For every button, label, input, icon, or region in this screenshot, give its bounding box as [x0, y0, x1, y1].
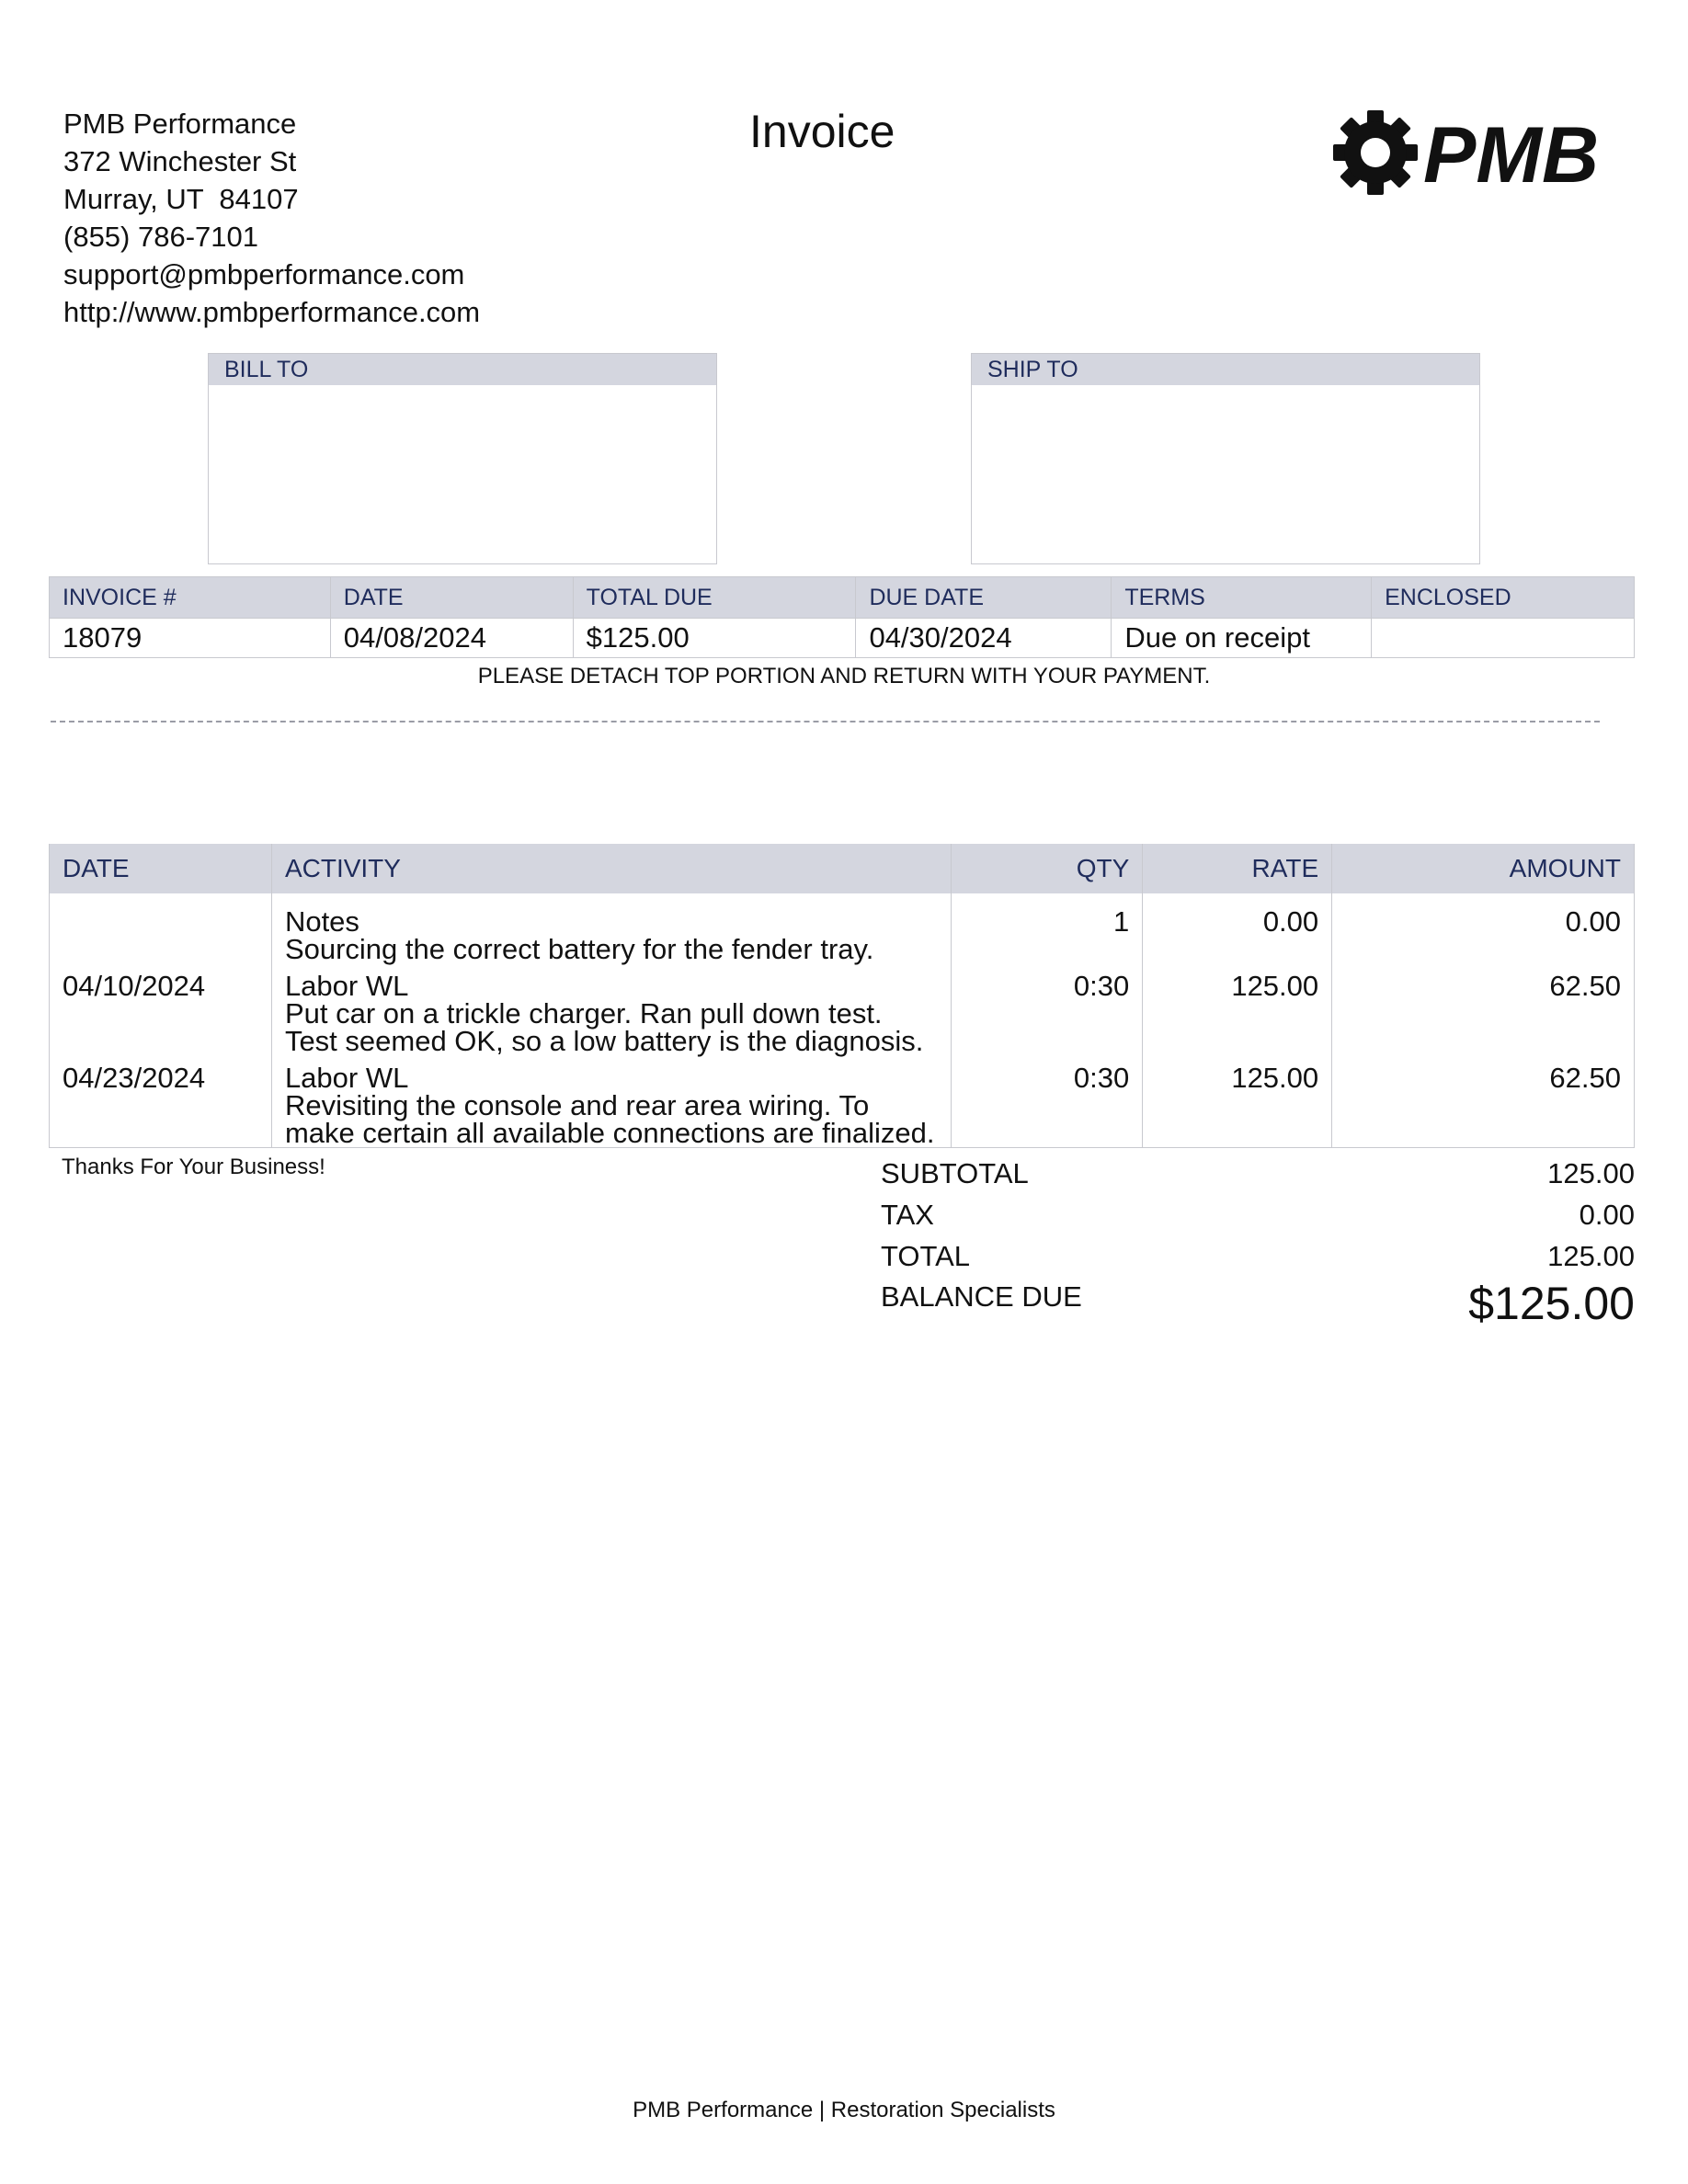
tax-value: 0.00: [1579, 1198, 1635, 1231]
item-title: Labor WL: [284, 970, 409, 1002]
item-qty: 0:30: [952, 1055, 1143, 1148]
subtotal-label: SUBTOTAL: [881, 1156, 1029, 1189]
totals-block: [881, 1153, 1635, 1332]
total-label: TOTAL: [881, 1239, 971, 1272]
due-date: 04/30/2024: [856, 619, 1112, 658]
line-items-table: [49, 844, 1635, 1148]
company-logo: [1333, 108, 1627, 200]
summary-value-row: [50, 619, 1635, 658]
summary-header: ENCLOSED: [1372, 577, 1635, 619]
items-header-date: DATE: [50, 844, 272, 893]
total-value: 125.00: [1547, 1239, 1635, 1272]
item-date: [50, 893, 272, 963]
item-description: Sourcing the correct battery for the fender tray.: [284, 933, 874, 965]
items-header-qty: QTY: [952, 844, 1143, 893]
item-date: 04/23/2024: [50, 1055, 272, 1148]
balance-due-value: $125.00: [1468, 1278, 1635, 1329]
total-row: [881, 1235, 1635, 1277]
item-title: Labor WL: [284, 1062, 409, 1094]
item-rate: 125.00: [1143, 1055, 1332, 1148]
invoice-number: 18079: [50, 619, 331, 658]
item-title: Notes: [284, 905, 359, 938]
items-header-amount: AMOUNT: [1332, 844, 1635, 893]
item-rate: 0.00: [1143, 893, 1332, 963]
item-qty: 0:30: [952, 963, 1143, 1055]
detach-divider: [51, 721, 1600, 722]
summary-header: INVOICE #: [50, 577, 331, 619]
summary-header: DUE DATE: [856, 577, 1112, 619]
company-phone: (855) 786-7101: [63, 221, 258, 253]
item-description: Revisiting the console and rear area wiring. To make certain all available connections are finalized.: [284, 1089, 935, 1149]
table-row: [50, 1055, 1635, 1148]
item-amount: 0.00: [1332, 893, 1635, 963]
ship-to-label: SHIP TO: [972, 354, 1479, 385]
items-header-rate: RATE: [1143, 844, 1332, 893]
item-activity: [271, 893, 951, 963]
company-website[interactable]: http://www.pmbperformance.com: [63, 296, 481, 328]
enclosed: [1372, 619, 1635, 658]
table-row: [50, 963, 1635, 1055]
table-row: [50, 893, 1635, 963]
items-header-activity: ACTIVITY: [271, 844, 951, 893]
page-footer: PMB Performance | Restoration Specialists: [633, 2098, 1055, 2122]
tax-row: [881, 1194, 1635, 1235]
company-email[interactable]: support@pmbperformance.com: [63, 258, 465, 290]
company-address-line1: 372 Winchester St: [63, 145, 297, 177]
summary-header: TERMS: [1112, 577, 1372, 619]
logo-text: PMB: [1423, 111, 1600, 199]
company-name: PMB Performance: [63, 108, 297, 140]
bill-to-label: BILL TO: [209, 354, 716, 385]
item-amount: 62.50: [1332, 963, 1635, 1055]
gear-icon: [1333, 110, 1418, 195]
invoice-summary-table: [49, 576, 1635, 658]
summary-header-row: [50, 577, 1635, 619]
item-date: 04/10/2024: [50, 963, 272, 1055]
subtotal-row: [881, 1153, 1635, 1194]
item-rate: 125.00: [1143, 963, 1332, 1055]
thanks-message: Thanks For Your Business!: [62, 1155, 325, 1179]
document-title: Invoice: [749, 106, 895, 157]
item-qty: 1: [952, 893, 1143, 963]
company-info: [63, 105, 480, 331]
company-address-line2: Murray, UT 84107: [63, 183, 299, 215]
item-amount: 62.50: [1332, 1055, 1635, 1148]
bill-to-box: [208, 353, 717, 564]
item-activity: [271, 1055, 951, 1148]
detach-notice: PLEASE DETACH TOP PORTION AND RETURN WITH YOUR PAYMENT.: [477, 664, 1211, 688]
tax-label: TAX: [881, 1198, 934, 1231]
balance-due-row: [881, 1277, 1635, 1332]
total-due: $125.00: [573, 619, 856, 658]
item-description: Put car on a trickle charger. Ran pull down test. Test seemed OK, so a low battery is the diagnosis.: [284, 997, 924, 1057]
ship-to-box: [971, 353, 1480, 564]
terms: Due on receipt: [1112, 619, 1372, 658]
summary-header: DATE: [330, 577, 573, 619]
invoice-date: 04/08/2024: [330, 619, 573, 658]
items-header-row: [50, 844, 1635, 893]
subtotal-value: 125.00: [1547, 1156, 1635, 1189]
summary-header: TOTAL DUE: [573, 577, 856, 619]
item-activity: [271, 963, 951, 1055]
balance-due-label: BALANCE DUE: [881, 1280, 1082, 1313]
